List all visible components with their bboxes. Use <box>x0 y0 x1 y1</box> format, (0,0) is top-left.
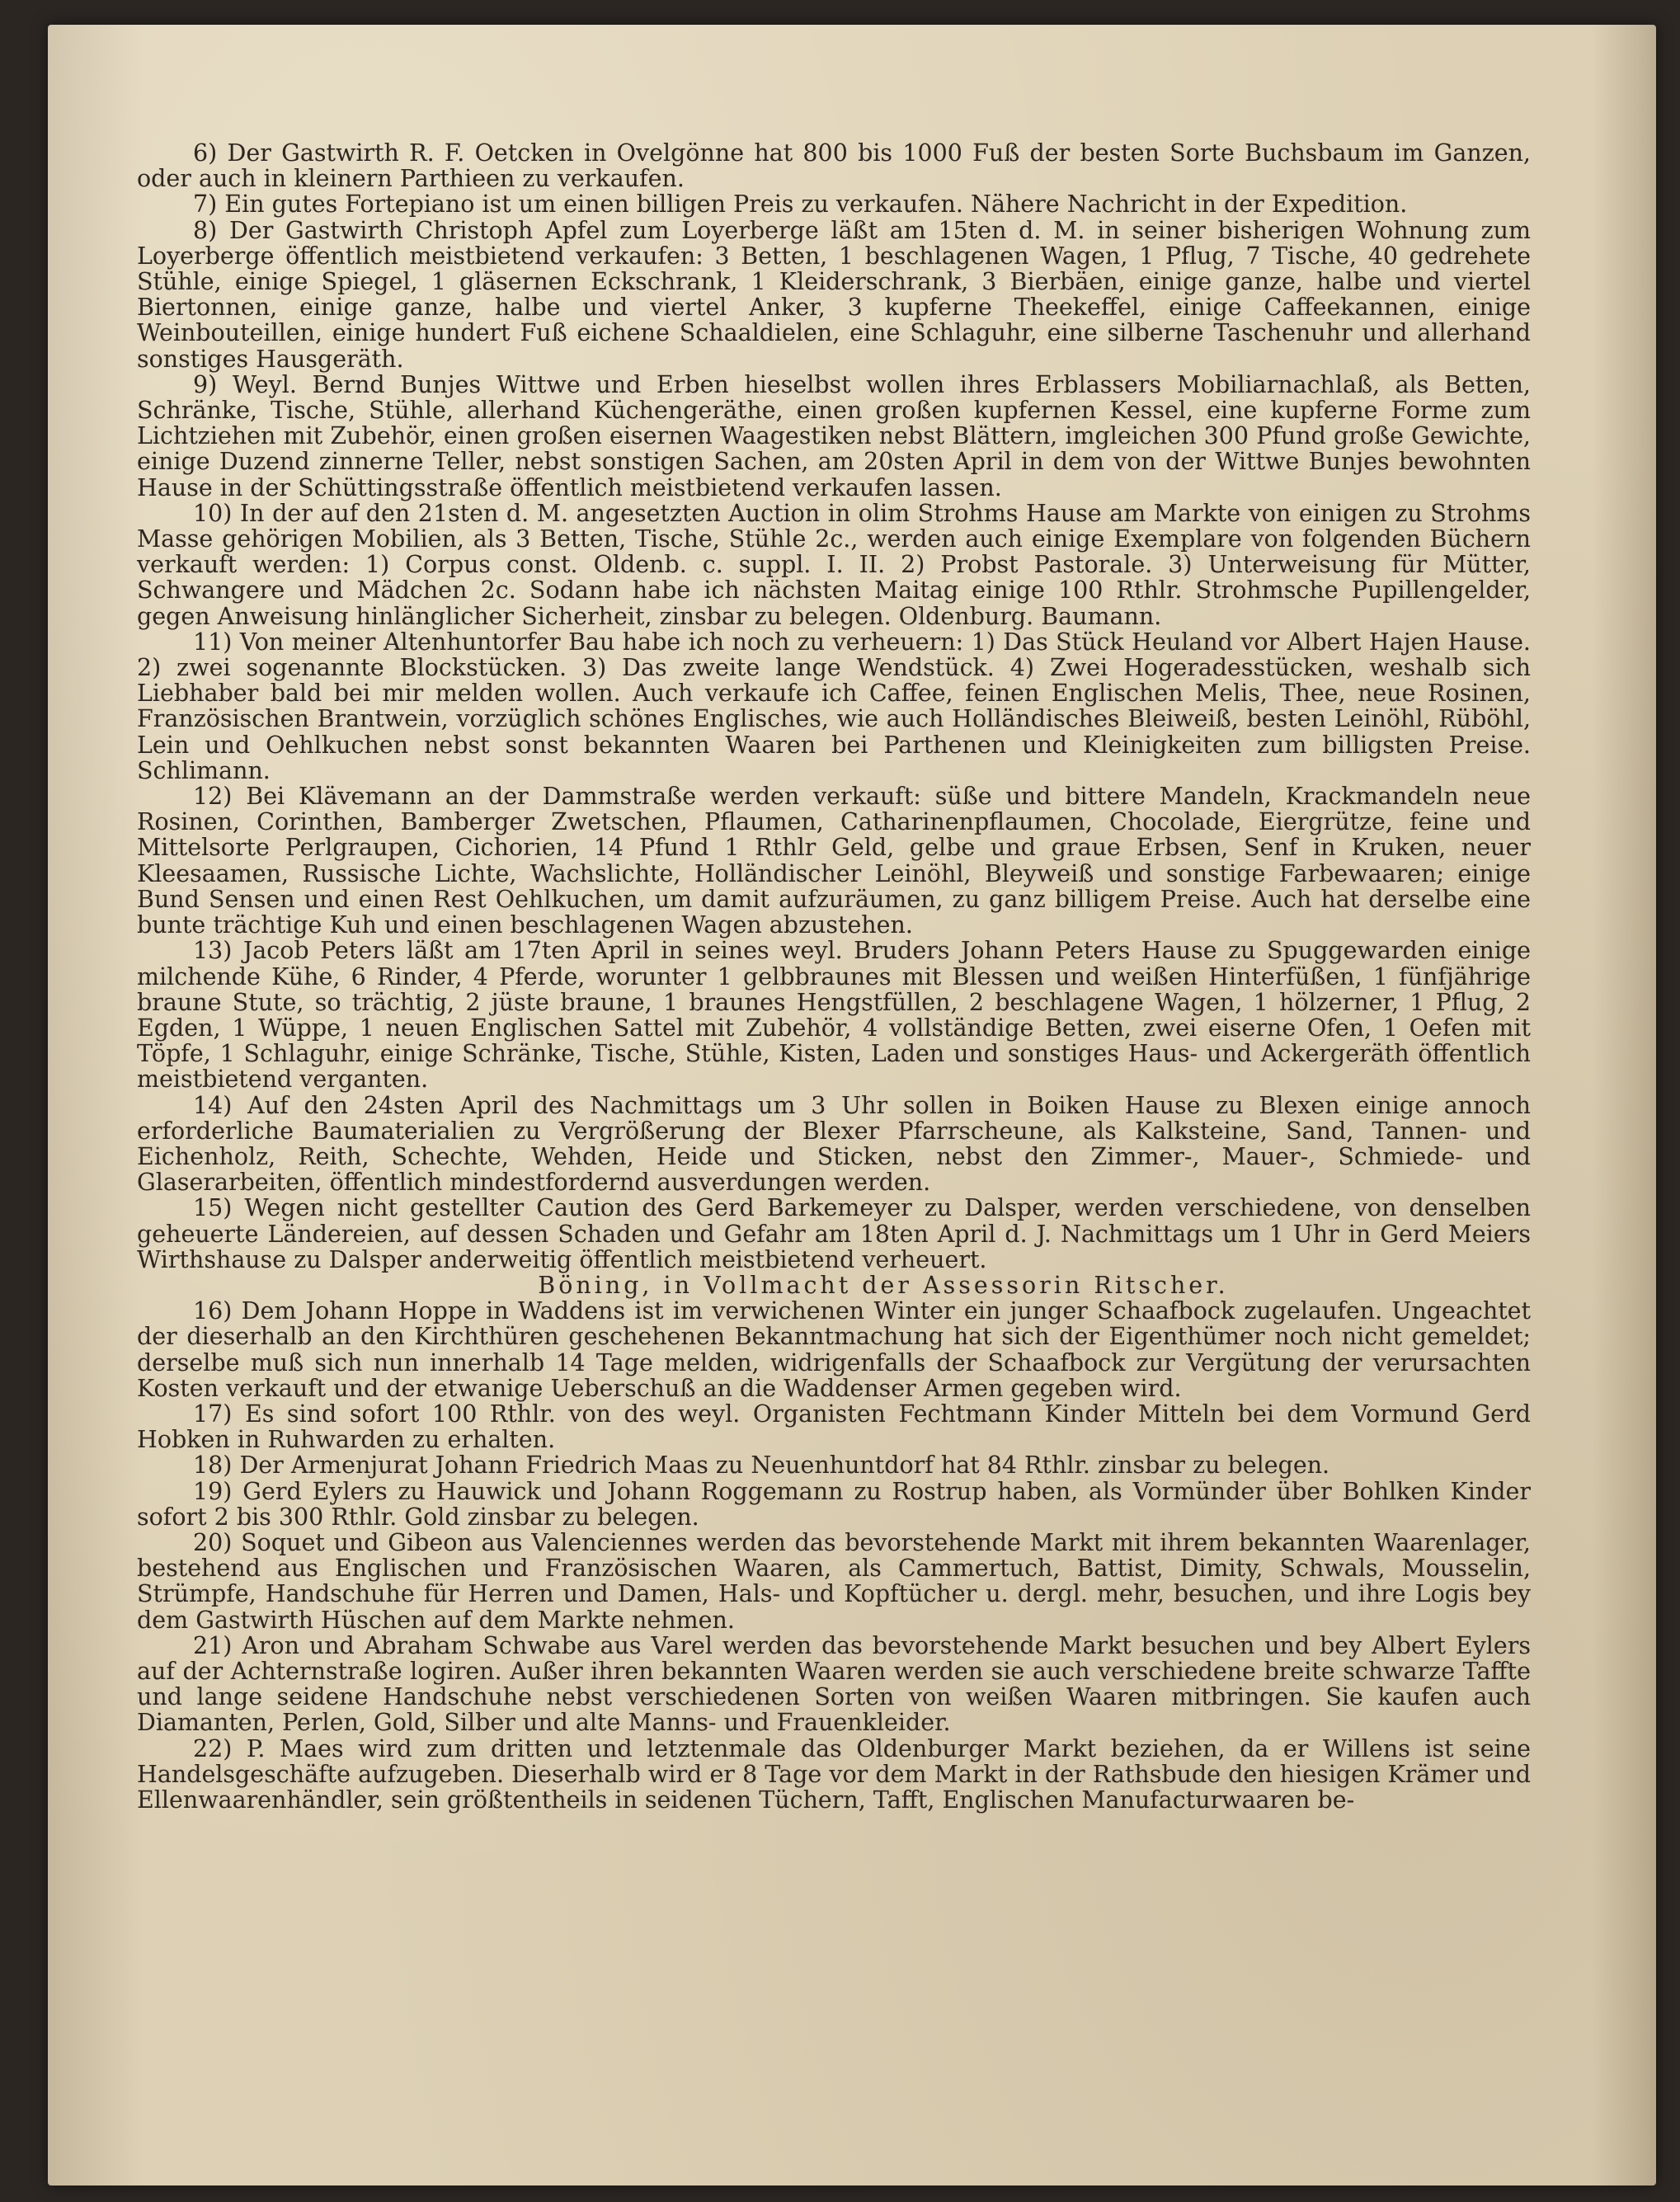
entry-14: 14) Auf den 24sten April des Nachmittags um 3 Uhr sollen in Boiken Hause zu Blexen einige annoch erforderliche Baumaterialien zu Vergrößerung der Blexer Pfarrscheune, als Kalksteine, Sand, Tannen- und Eichenholz, Reith, Schechte, Wehden, Heide und Sticken, nebst den Zimmer-, Mauer-, Schmiede- und Glaserarbeiten, öffentlich mindestfordernd ausverdungen werden. <box>137 1091 1531 1197</box>
entry-19: 19) Gerd Eylers zu Hauwick und Johann Roggemann zu Rostrup haben, als Vormünder über Bohlken Kinder sofort 2 bis 300 Rthlr. Gold zinsbar zu belegen. <box>137 1477 1531 1531</box>
entry-12: 12) Bei Klävemann an der Dammstraße werden verkauft: süße und bittere Mandeln, Krackmandeln neue Rosinen, Corinthen, Bamberger Zwetschen, Pflaumen, Catharinenpflaumen, Chocolade, Eiergrütze, feine und Mittelsorte Perlgraupen, Cichorien, 14 Pfund 1 Rthlr Geld, gelbe und graue Erbsen, Senf in Kruken, neuer Kleesaamen, Russische Lichte, Wachslichte, Holländischer Leinöhl, Bleyweiß und sonstige Farbewaaren; einige Bund Sensen und einen Rest Oehlkuchen, um damit aufzuräumen, zu ganz billigem Preise. Auch hat derselbe eine bunte trächtige Kuh und einen beschlagenen Wagen abzustehen. <box>137 783 1531 939</box>
entry-7: 7) Ein gutes Fortepiano ist um einen billigen Preis zu verkaufen. Nähere Nachricht in der Expedition. <box>193 191 1408 219</box>
entry-13: 13) Jacob Peters läßt am 17ten April in seines weyl. Bruders Johann Peters Hause zu Spuggewarden einige milchende Kühe, 6 Rinder, 4 Pferde, worunter 1 gelbbraunes mit Blessen und weißen Hinterfüßen, 1 fünfjährige braune Stute, so trächtig, 2 jüste braune, 1 braunes Hengstfüllen, 2 beschlagene Wagen, 1 hölzerner, 1 Pflug, 2 Egden, 1 Wüppe, 1 neuen Englischen Sattel mit Zubehör, 4 vollständige Betten, zwei eiserne Ofen, 1 Oefen mit Töpfe, 1 Schlaguhr, einige Schränke, Tische, Stühle, Kisten, Laden und sonstiges Haus- und Ackergeräth öffentlich meistbietend verganten. <box>137 937 1531 1094</box>
entry-6: 6) Der Gastwirth R. F. Oetcken in Ovelgönne hat 800 bis 1000 Fuß der besten Sorte Buchsbaum im Ganzen, oder auch in kleinern Parthieen zu verkaufen. <box>137 139 1531 193</box>
entry-16: 16) Dem Johann Hoppe in Waddens ist im verwichenen Winter ein junger Schaafbock zugelaufen. Ungeachtet der dieserhalb an den Kirchthüren geschehenen Bekanntmachung hat sich der Eigenthümer noch nicht gemeldet; derselbe muß sich nun innerhalb 14 Tage melden, widrigenfalls der Schaafbock zur Vergütung der verursachten Kosten verkauft und der etwanige Ueberschuß an die Waddenser Armen gegeben wird. <box>137 1297 1531 1402</box>
entry-8: 8) Der Gastwirth Christoph Apfel zum Loyerberge läßt am 15ten d. M. in seiner bisherigen Wohnung zum Loyerberge öffentlich meistbietend verkaufen: 3 Betten, 1 beschlagenen Wagen, 1 Pflug, 7 Tische, 40 gedrehete Stühle, einige Spiegel, 1 gläsernen Eckschrank, 1 Kleiderschrank, 3 Bierbäen, einige ganze, halbe und viertel Biertonnen, einige ganze, halbe und viertel Anker, 3 kupferne Theekeffel, einige Caffeekannen, einige Weinbouteillen, einige hundert Fuß eichene Schaaldielen, eine Schlaguhr, eine silberne Taschenuhr und allerhand sonstiges Hausgeräth. <box>137 216 1531 373</box>
entry-20: 20) Soquet und Gibeon aus Valenciennes werden das bevorstehende Markt mit ihrem bekannten Waarenlager, bestehend aus Englischen und Französischen Waaren, als Cammertuch, Battist, Dimity, Schwals, Mousselin, Strümpfe, Handschuhe für Herren und Damen, Hals- und Kopftücher u. dergl. mehr, besuchen, und ihre Logis bey dem Gastwirth Hüschen auf dem Markte nehmen. <box>137 1528 1531 1634</box>
signature-boening: Böning, in Vollmacht der Assessorin Ritscher. <box>538 1271 1229 1299</box>
entry-18: 18) Der Armenjurat Johann Friedrich Maas zu Neuenhuntdorf hat 84 Rthlr. zinsbar zu belegen. <box>193 1452 1330 1480</box>
entry-17: 17) Es sind sofort 100 Rthlr. von des weyl. Organisten Fechtmann Kinder Mitteln bei dem Vormund Gerd Hobken in Ruhwarden zu erhalten. <box>137 1400 1531 1454</box>
entry-15: 15) Wegen nicht gestellter Caution des Gerd Barkemeyer zu Dalsper, werden verschiedene, von denselben geheuerte Ländereien, auf dessen Schaden und Gefahr am 18ten April d. J. Nachmittags um 1 Uhr in Gerd Meiers Wirthshause zu Dalsper anderweitig öffentlich meistbietend verheuert. <box>137 1194 1531 1273</box>
entry-10: 10) In der auf den 21sten d. M. angesetzten Auction in olim Strohms Hause am Markte von einigen zu Strohms Masse gehörigen Mobilien, als 3 Betten, Tische, Stühle 2c., werden auch einige Exemplare von folgenden Büchern verkauft werden: 1) Corpus const. Oldenb. c. suppl. I. II. 2) Probst Pastorale. 3) Unterweisung für Mütter, Schwangere und Mädchen 2c. Sodann habe ich nächsten Maitag einige 100 Rthlr. Strohmsche Pupillengelder, gegen Anweisung hinlänglicher Sicherheit, zinsbar zu belegen. Oldenburg. Baumann. <box>137 499 1531 630</box>
entry-22: 22) P. Maes wird zum dritten und letztenmale das Oldenburger Markt beziehen, da er Willens ist seine Handelsgeschäfte aufzugeben. Dieserhalb wird er 8 Tage vor dem Markt in der Rathsbude den hiesigen Krämer und Ellenwaarenhändler, sein größtentheils in seidenen Tüchern, Tafft, Englischen Manufacturwaaren be- <box>137 1734 1531 1814</box>
entry-11: 11) Von meiner Altenhuntorfer Bau habe ich noch zu verheuern: 1) Das Stück Heuland vor Albert Hajen Hause. 2) zwei sogenannte Blockstücken. 3) Das zweite lange Wendstück. 4) Zwei Hogeradesstücken, weshalb sich Liebhaber bald bei mir melden wollen. Auch verkaufe ich Caffee, feinen Englischen Melis, Thee, neue Rosinen, Französischen Brantwein, vorzüglich schönes Englisches, wie auch Holländisches Bleiweiß, besten Leinöhl, Rüböhl, Lein und Oehlkuchen nebst sonst bekannten Waaren bei Parthenen und Kleinigkeiten zum billigsten Preise. Schlimann. <box>137 628 1531 784</box>
entry-21: 21) Aron und Abraham Schwabe aus Varel werden das bevorstehende Markt besuchen und bey Albert Eylers auf der Achternstraße logiren. Außer ihren bekannten Waaren werden sie auch verschiedene breite schwarze Taffte und lange seidene Handschuhe nebst verschiedenen Sorten von weißen Waaren mitbringen. Sie kaufen auch Diamanten, Perlen, Gold, Silber und alte Manns- und Frauenkleider. <box>137 1631 1531 1737</box>
advertisement-column <box>137 140 1531 1813</box>
entry-9: 9) Weyl. Bernd Bunjes Wittwe und Erben hieselbst wollen ihres Erblassers Mobiliarnachlaß, als Betten, Schränke, Tische, Stühle, allerhand Küchengeräthe, einen großen kupfernen Kessel, eine kupferne Forme zum Lichtziehen mit Zubehör, einen großen eisernen Waagestiken nebst Blättern, imgleichen 300 Pfund große Gewichte, einige Duzend zinnerne Teller, nebst sonstigen Sachen, am 20sten April in dem von der Wittwe Bunjes bewohnten Hause in der Schüttingsstraße öffentlich meistbietend verkaufen lassen. <box>137 370 1531 501</box>
document-page <box>48 25 1656 2186</box>
